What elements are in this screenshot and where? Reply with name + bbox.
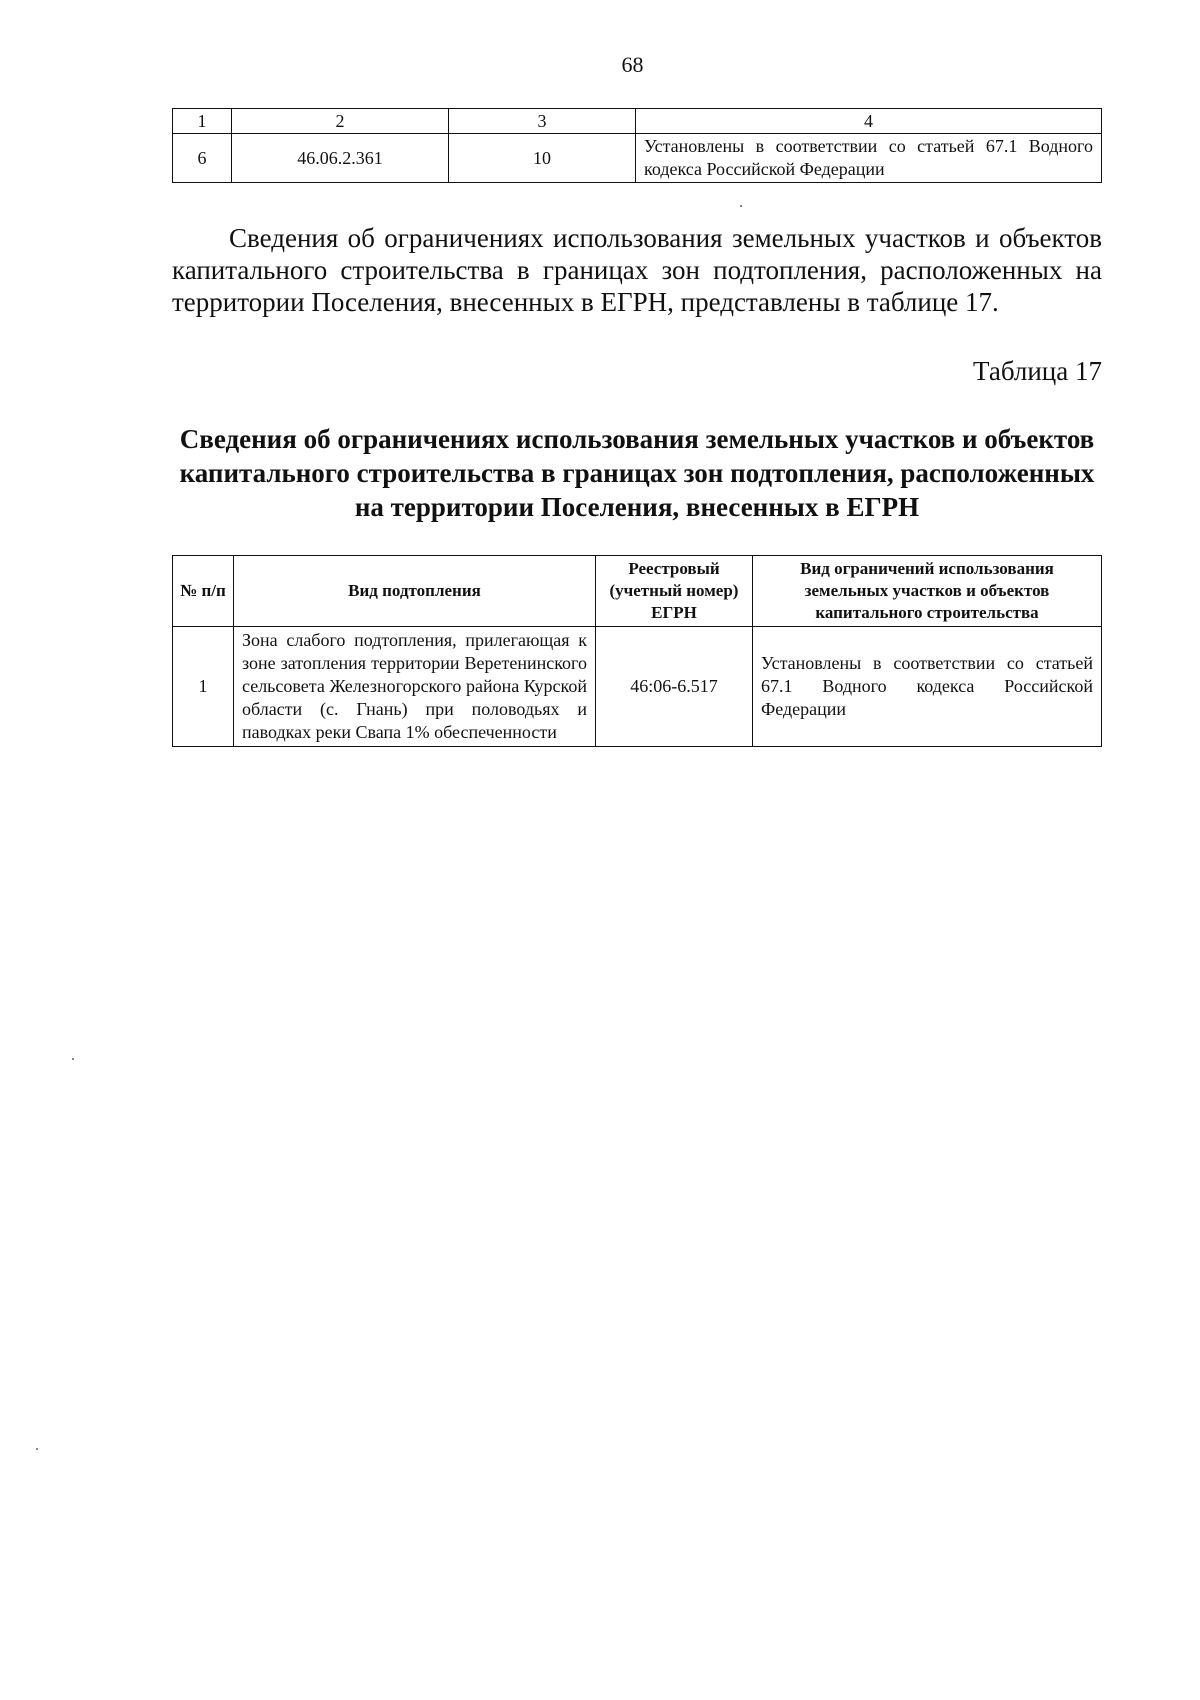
table-row bbox=[173, 134, 1102, 183]
table-title: Сведения об ограничениях использования земельных участков и объектов капитального строительства в границах зон подтопления, расположенных на территории Поселения, внесенных в ЕГРН bbox=[179, 424, 1095, 522]
scan-speck bbox=[72, 1058, 74, 1060]
registry-number: 46:06-6.517 bbox=[596, 627, 753, 747]
restriction-text: Установлены в соответствии со статьей 67.1 Водного кодекса Российской Федерации bbox=[636, 134, 1102, 183]
continued-table bbox=[172, 108, 1102, 183]
header-flood-type: Вид подтопления bbox=[234, 556, 596, 627]
continued-table-header-row bbox=[173, 109, 1102, 134]
header-restriction: Вид ограничений использования земельных участков и объектов капитального строительства bbox=[753, 556, 1102, 627]
continued-table-header-cell: 2 bbox=[232, 109, 449, 134]
restriction-text: Установлены в соответствии со статьей 67.1 Водного кодекса Российской Федерации bbox=[753, 627, 1102, 747]
area-value: 10 bbox=[449, 134, 636, 183]
row-number: 6 bbox=[173, 134, 232, 183]
page-number: 68 bbox=[621, 52, 644, 77]
body-paragraph: Сведения об ограничениях использования земельных участков и объектов капитального строительства в границах зон подтопления, расположенных на территории Поселения, внесенных в ЕГРН, представлены в таблице 17. bbox=[172, 223, 1102, 317]
row-number: 1 bbox=[173, 627, 234, 747]
table-header-row bbox=[173, 556, 1102, 627]
flood-type-text: Зона слабого подтопления, прилегающая к зоне затопления территории Веретенинского сельсовета Железногорского района Курской области (с. Гнань) при половодьях и паводках реки Свапа 1% обеспеченности bbox=[234, 627, 596, 747]
scan-speck bbox=[36, 1448, 38, 1450]
registry-number: 46.06.2.361 bbox=[232, 134, 449, 183]
table-row bbox=[173, 627, 1102, 747]
scan-speck bbox=[740, 205, 742, 207]
continued-table-header-cell: 1 bbox=[173, 109, 232, 134]
table-label: Таблица 17 bbox=[973, 356, 1102, 386]
continued-table-header-cell: 3 bbox=[449, 109, 636, 134]
header-number: № п/п bbox=[173, 556, 234, 627]
header-registry: Реестровый (учетный номер) ЕГРН bbox=[596, 556, 753, 627]
continued-table-header-cell: 4 bbox=[636, 109, 1102, 134]
restrictions-table bbox=[172, 555, 1102, 747]
